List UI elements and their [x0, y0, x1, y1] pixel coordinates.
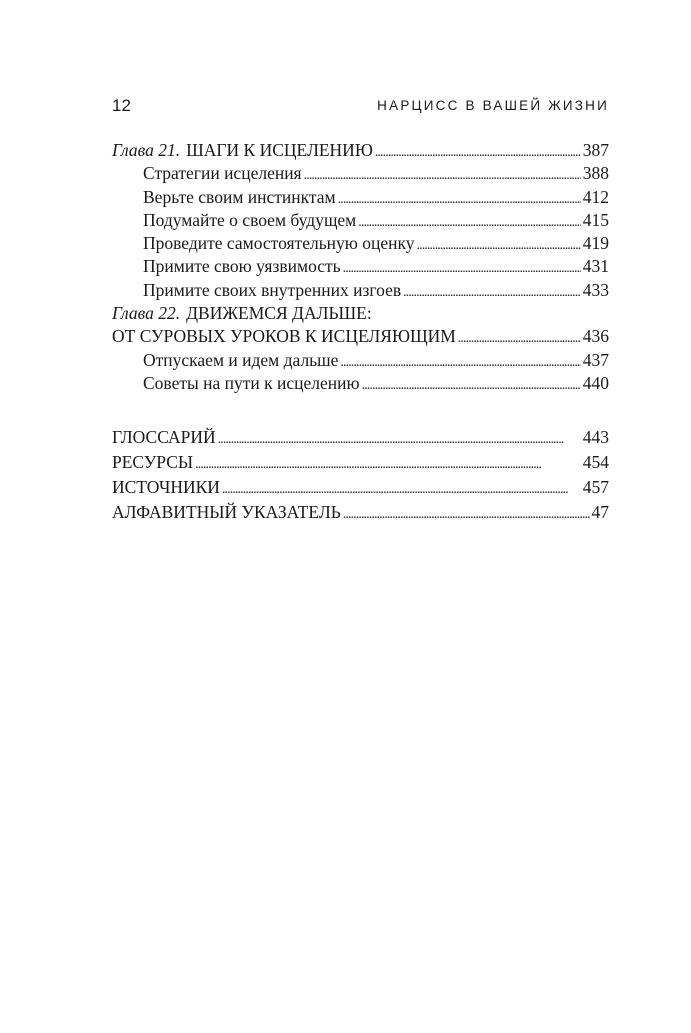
toc-page: 387: [582, 140, 609, 160]
toc-page: 440: [582, 372, 609, 393]
toc-page: 431: [582, 256, 609, 277]
toc-page: 415: [582, 209, 609, 230]
toc-page: 436: [582, 326, 609, 347]
toc-page: 457: [582, 477, 609, 498]
leader-dots: [417, 233, 581, 254]
toc-title: Верьте своим инстинктам: [143, 186, 336, 207]
toc-title: ИСТОЧНИКИ: [112, 477, 220, 498]
leader-dots: [375, 140, 581, 161]
toc-page: 454: [582, 452, 609, 473]
toc-page: 388: [582, 163, 609, 184]
page-number: 12: [112, 96, 131, 115]
toc-entry[interactable]: [112, 502, 609, 527]
leader-dots: [403, 280, 581, 301]
leader-dots: [195, 452, 581, 473]
leader-dots: [338, 187, 581, 208]
toc-page: 419: [582, 233, 609, 254]
toc-entry[interactable]: [112, 326, 609, 349]
toc-title: ДВИЖЕМСЯ ДАЛЬШЕ:: [186, 303, 372, 324]
leader-dots: [362, 373, 581, 394]
toc-entry[interactable]: [112, 210, 609, 233]
toc-entry[interactable]: [112, 452, 609, 477]
toc-title: ШАГИ К ИСЦЕЛЕНИЮ: [186, 140, 373, 160]
table-of-contents: [112, 140, 609, 527]
toc-entry[interactable]: [112, 233, 609, 256]
toc-title: АЛФАВИТНЫЙ УКАЗАТЕЛЬ: [112, 502, 341, 523]
leader-dots: [340, 350, 580, 371]
leader-dots: [343, 502, 590, 523]
toc-page: 47: [591, 502, 609, 523]
toc-title: Примите своих внутренних изгоев: [143, 279, 402, 300]
toc-entry[interactable]: [112, 373, 609, 396]
back-matter: [112, 427, 609, 527]
toc-page: 437: [582, 349, 609, 370]
toc-title: Отпускаем и идем дальше: [143, 349, 339, 370]
toc-entry[interactable]: [112, 163, 609, 186]
toc-title: РЕСУРСЫ: [112, 452, 194, 473]
toc-page: 433: [582, 279, 609, 300]
toc-page: 412: [582, 186, 609, 207]
leader-dots: [358, 210, 580, 231]
page-header: [112, 96, 609, 120]
toc-entry[interactable]: [112, 187, 609, 210]
leader-dots: [218, 427, 581, 448]
section-gap: [112, 396, 609, 427]
toc-title: ОТ СУРОВЫХ УРОКОВ К ИСЦЕЛЯЮЩИМ: [112, 326, 456, 347]
toc-page: 443: [582, 427, 609, 448]
toc-title: Подумайте о своем будущем: [143, 209, 357, 230]
toc-entry[interactable]: [112, 280, 609, 303]
toc-entry[interactable]: [112, 477, 609, 502]
leader-dots: [458, 326, 581, 347]
leader-dots: [343, 256, 581, 277]
toc-entry[interactable]: [112, 256, 609, 279]
running-title: НАРЦИСС В ВАШЕЙ ЖИЗНИ: [377, 98, 609, 113]
chapter-label: Глава 21.: [112, 140, 181, 160]
toc-title: ГЛОССАРИЙ: [112, 427, 216, 448]
toc-entry[interactable]: [112, 303, 609, 326]
toc-title: Стратегии исцеления: [143, 163, 302, 184]
leader-dots: [304, 163, 581, 184]
chapter-label: Глава 22.: [112, 303, 181, 324]
toc-entry[interactable]: [112, 140, 609, 163]
toc-title: Проведите самостоятельную оценку: [143, 233, 415, 254]
toc-title: Примите свою уязвимость: [143, 256, 341, 277]
toc-title: Советы на пути к исцелению: [143, 372, 360, 393]
leader-dots: [222, 477, 581, 498]
toc-entry[interactable]: [112, 350, 609, 373]
toc-entry[interactable]: [112, 427, 609, 452]
